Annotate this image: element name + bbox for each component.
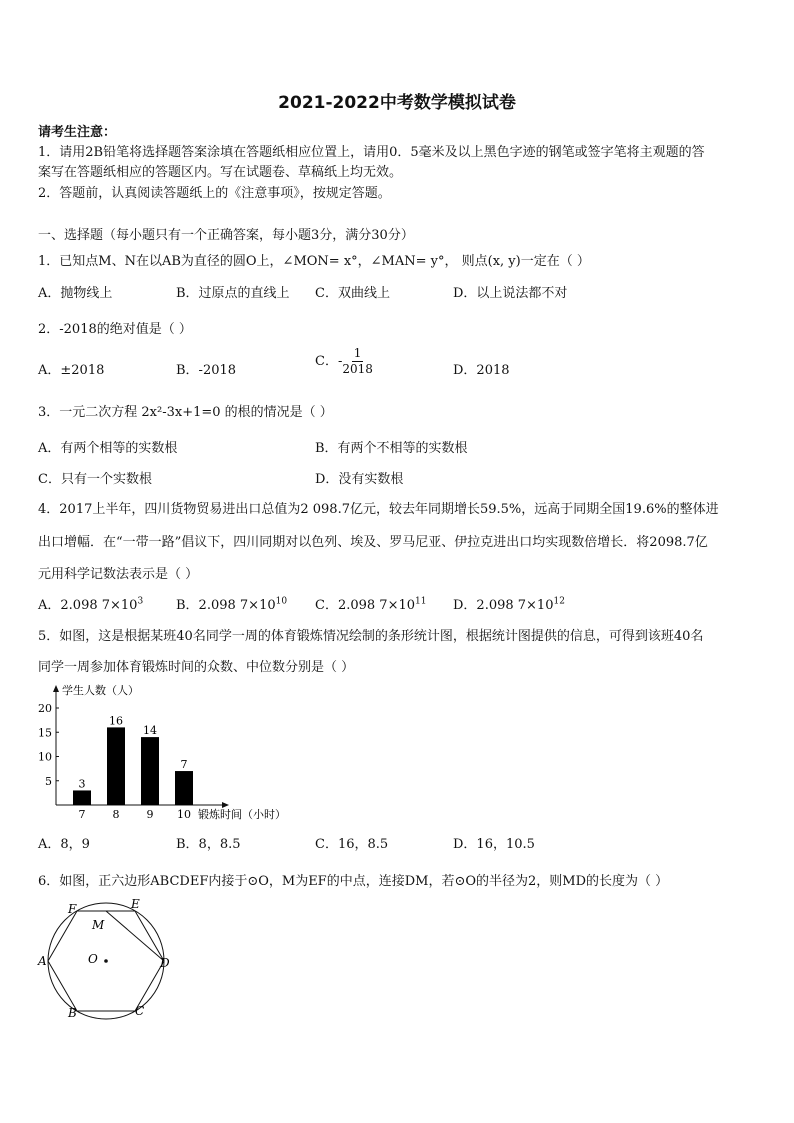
label-b: B <box>68 1006 77 1020</box>
q3-option-a: A．有两个相等的实数根 <box>38 441 178 456</box>
q2-option-c-prefix: C．- <box>315 354 343 369</box>
q5-option-d: D．16，10.5 <box>453 837 535 852</box>
q2-stem: 2．-2018的绝对值是（ ） <box>38 322 192 337</box>
x-tick-label: 10 <box>177 808 191 820</box>
notice-heading: 请考生注意： <box>38 125 117 140</box>
q2-option-b: B．-2018 <box>176 363 237 378</box>
label-o: O <box>88 952 98 966</box>
q2-option-c-fraction <box>342 346 373 377</box>
bar-data-label: 3 <box>78 777 86 791</box>
y-tick-label: 15 <box>38 726 52 740</box>
q4-line-2: 出口增幅．在“一带一路”倡议下，四川同期对以色列、埃及、罗马尼亚、伊拉克进出口均实现数倍增长．将2098.7亿 <box>38 535 708 550</box>
bar <box>107 727 125 805</box>
bar-chart <box>30 680 330 820</box>
q1-option-a: A．抛物线上 <box>38 286 113 301</box>
q5-line-2: 同学一周参加体育锻炼时间的众数、中位数分别是（ ） <box>38 660 355 675</box>
hexagon-figure <box>30 895 190 1025</box>
q3-option-b: B．有两个不相等的实数根 <box>315 441 468 456</box>
q1-option-b: B．过原点的直线上 <box>176 286 290 301</box>
label-d: D <box>160 956 170 970</box>
q2-option-d: D．2018 <box>453 363 510 378</box>
y-tick-label: 10 <box>38 750 52 764</box>
q4-option-a: A．2.098 $7\times 10^3$ <box>38 596 144 613</box>
notice-item-2: 案写在答题纸相应的答题区内。写在试题卷、草稿纸上均无效。 <box>38 165 403 180</box>
q3-stem: 3．一元二次方程 2x²-3x+1=0 的根的情况是（ ） <box>38 405 333 420</box>
fraction-denominator: 2018 <box>342 362 373 376</box>
bar <box>73 790 91 805</box>
fraction-numerator: 1 <box>353 346 362 360</box>
page-title: 2021-2022中考数学模拟试卷 <box>278 93 516 113</box>
label-m: M <box>92 918 105 932</box>
section-heading: 一、选择题（每小题只有一个正确答案，每小题3分，满分30分） <box>38 228 414 243</box>
x-axis-label: 锻炼时间（小时） <box>198 808 286 820</box>
q4-line-1: 4．2017上半年，四川货物贸易进出口总值为2 098.7亿元，较去年同期增长59.5%，远高于同期全国19.6%的整体进 <box>38 502 719 517</box>
q1-option-d: D．以上说法都不对 <box>453 286 568 301</box>
bar-data-label: 7 <box>180 758 188 772</box>
bar <box>141 737 159 805</box>
notice-item-1: 1．请用2B铅笔将选择题答案涂填在答题纸相应位置上，请用0．5毫米及以上黑色字迹的钢笔或签字笔将主观题的答 <box>38 145 705 160</box>
q5-option-b: B．8，8.5 <box>176 837 241 852</box>
y-axis-label: 学生人数（人） <box>62 684 139 697</box>
q4-option-c: C．2.098 $7\times 10^{11}$ <box>315 596 427 613</box>
q4-option-b: B．2.098 $7\times 10^{10}$ <box>176 596 288 613</box>
q4-option-d: D．2.098 $7\times 10^{12}$ <box>453 596 565 613</box>
bar-data-label: 16 <box>109 714 123 728</box>
y-tick-label: 20 <box>38 702 52 715</box>
x-tick-label: 7 <box>78 808 86 820</box>
y-tick-label: 5 <box>45 774 52 788</box>
center-point <box>104 959 108 963</box>
q6-stem: 6．如图，正六边形ABCDEF内接于⊙O，M为EF的中点，连接DM，若⊙O的半径为2，则MD的长度为（ ） <box>38 874 669 889</box>
q3-option-d: D．没有实数根 <box>315 472 404 487</box>
q3-option-c: C．只有一个实数根 <box>38 472 152 487</box>
q2-option-c <box>315 346 373 377</box>
y-axis-arrow <box>53 685 59 692</box>
label-a: A <box>38 954 47 968</box>
q5-option-a: A．8，9 <box>38 837 90 852</box>
q1-stem: 1．已知点M、N在以AB为直径的圆O上，∠MON= x°，∠MAN= y°， 则点(x, y)一定在（ ） <box>38 254 590 269</box>
q5-line-1: 5．如图，这是根据某班40名同学一周的体育锻炼情况绘制的条形统计图，根据统计图提供的信息，可得到该班40名 <box>38 629 704 644</box>
bar-data-label: 14 <box>143 724 157 738</box>
segment-dm <box>106 911 164 961</box>
label-f: F <box>68 902 77 916</box>
notice-item-3: 2．答题前，认真阅读答题纸上的《注意事项》，按规定答题。 <box>38 186 391 201</box>
label-e: E <box>131 897 140 911</box>
bar <box>175 771 193 805</box>
x-tick-label: 9 <box>146 808 154 820</box>
label-c: C <box>135 1004 145 1018</box>
q2-option-a: A．±2018 <box>38 363 105 378</box>
x-tick-label: 8 <box>112 808 120 820</box>
q5-option-c: C．16，8.5 <box>315 837 389 852</box>
q1-option-c: C．双曲线上 <box>315 286 390 301</box>
q4-line-3: 元用科学记数法表示是（ ） <box>38 567 199 582</box>
